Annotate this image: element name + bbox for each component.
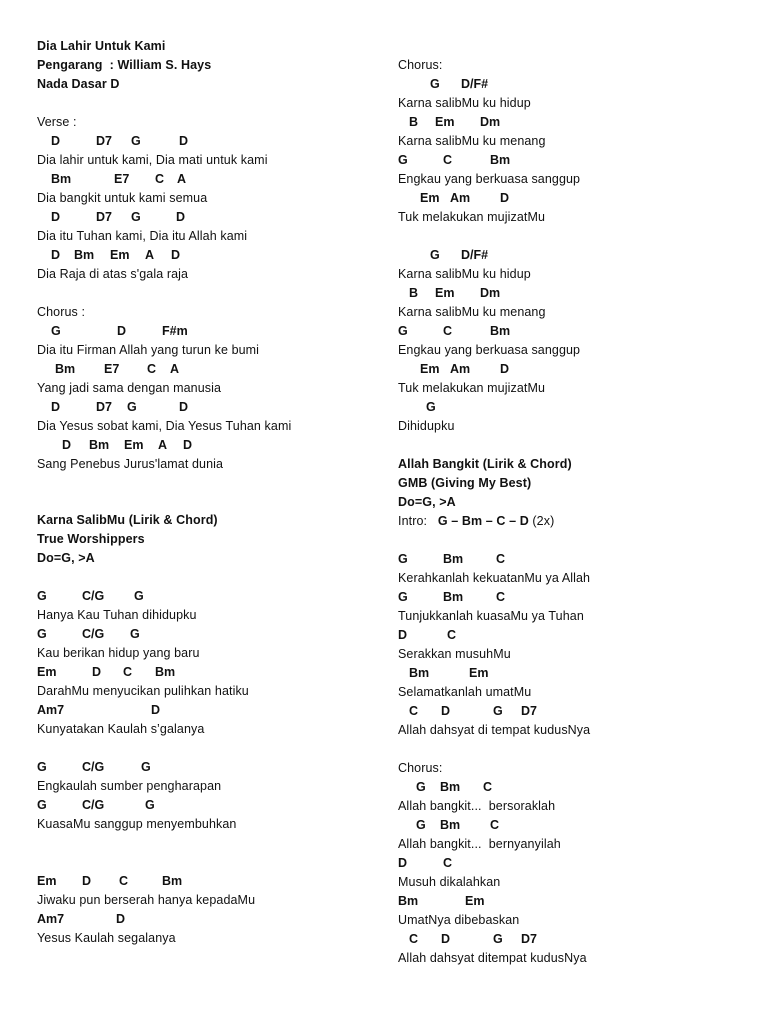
chord-left: E7: [104, 362, 120, 376]
chord-left: D: [62, 438, 72, 452]
chord-left: Bm: [89, 438, 110, 452]
lyric-line: Karna salibMu ku menang: [398, 134, 546, 148]
chord-right: D: [398, 628, 408, 642]
lyric-line: Musuh dikalahkan: [398, 875, 501, 889]
lyric-line: Tuk melakukan mujizatMu: [398, 210, 546, 224]
chord-right: C: [496, 552, 506, 566]
chord-left: G: [131, 210, 141, 224]
lyric-line: Chorus :: [37, 305, 86, 319]
chord-right: Bm: [409, 666, 430, 680]
lyric-line: Sang Penebus Jurus'lamat dunia: [37, 457, 224, 471]
lyric-line: Jiwaku pun berserah hanya kepadaMu: [37, 893, 256, 907]
chord-right: Em: [469, 666, 489, 680]
chord-right: C: [483, 780, 493, 794]
lyric-line: Kunyatakan Kaulah s’galanya: [37, 722, 205, 736]
chord-left: D: [51, 400, 61, 414]
chord-right: C: [409, 932, 419, 946]
song-heading: Dia Lahir Untuk Kami: [37, 39, 166, 53]
chord-right: G: [398, 552, 408, 566]
chord-left: F#m: [162, 324, 188, 338]
chord-left: D: [51, 248, 61, 262]
lyric-line: Tuk melakukan mujizatMu: [398, 381, 546, 395]
chord-right: C: [496, 590, 506, 604]
chord-left: Bm: [51, 172, 72, 186]
chord-right: D: [441, 704, 451, 718]
chord-left: Bm: [162, 874, 183, 888]
chord-right: D: [500, 191, 510, 205]
chord-left: Em: [37, 874, 57, 888]
chord-right: B: [409, 115, 419, 129]
chord-left: C: [155, 172, 165, 186]
song-heading: True Worshippers: [37, 532, 145, 546]
lyric-line: Hanya Kau Tuhan dihidupku: [37, 608, 197, 622]
chord-left: C/G: [82, 798, 105, 812]
chord-left: C: [119, 874, 129, 888]
chord-right: C: [443, 856, 453, 870]
lyric-line: Dia Yesus sobat kami, Dia Yesus Tuhan kami: [37, 419, 292, 433]
chord-right: G: [398, 590, 408, 604]
chord-left: E7: [114, 172, 130, 186]
lyric-line: Engkau yang berkuasa sanggup: [398, 172, 581, 186]
chord-left: D7: [96, 210, 112, 224]
chord-left: D: [51, 210, 61, 224]
lyric-line: Yesus Kaulah segalanya: [37, 931, 176, 945]
song-heading: Pengarang : William S. Hays: [37, 58, 212, 72]
chord-right: G: [430, 248, 440, 262]
lyric-line: Allah dahsyat di tempat kudusNya: [398, 723, 591, 737]
chord-left: D: [82, 874, 92, 888]
chord-right: Bm: [490, 153, 511, 167]
chord-right: Em: [420, 362, 440, 376]
chord-right: C: [490, 818, 500, 832]
chord-left: Bm: [74, 248, 95, 262]
chord-right: G: [416, 818, 426, 832]
chord-right: Dm: [480, 286, 501, 300]
chord-left: C: [123, 665, 133, 679]
lyric-line: DarahMu menyucikan pulihkan hatiku: [37, 684, 249, 698]
chord-left: D: [183, 438, 193, 452]
chord-left: D: [179, 400, 189, 414]
chord-left: G: [51, 324, 61, 338]
lyric-line: Engkaulah sumber pengharapan: [37, 779, 222, 793]
lyric-line: UmatNya dibebaskan: [398, 913, 520, 927]
chord-left: D: [92, 665, 102, 679]
lyric-line: Allah bangkit... bernyanyilah: [398, 837, 561, 851]
chord-left: C/G: [82, 589, 105, 603]
song-heading: GMB (Giving My Best): [398, 476, 532, 490]
chord-left: G: [141, 760, 151, 774]
lyric-line: Serakkan musuhMu: [398, 647, 511, 661]
lyric-line: Dia lahir untuk kami, Dia mati untuk kami: [37, 153, 268, 167]
chord-left: Am7: [37, 703, 65, 717]
song-heading: Allah Bangkit (Lirik & Chord): [398, 457, 572, 471]
chord-left: D: [151, 703, 161, 717]
chord-right: G: [430, 77, 440, 91]
chord-right: Em: [465, 894, 485, 908]
chord-left: A: [145, 248, 155, 262]
chord-left: A: [158, 438, 168, 452]
chord-left: D: [171, 248, 181, 262]
lyric-line: Kau berikan hidup yang baru: [37, 646, 200, 660]
chord-right: C: [443, 153, 453, 167]
chord-right: Em: [420, 191, 440, 205]
chord-right: Bm: [440, 818, 461, 832]
chord-left: G: [37, 589, 47, 603]
lyric-line: Kerahkanlah kekuatanMu ya Allah: [398, 571, 591, 585]
chord-right: D: [441, 932, 451, 946]
chord-right: Em: [435, 286, 455, 300]
chord-left: D: [179, 134, 189, 148]
song-heading: Nada Dasar D: [37, 77, 120, 91]
chord-left: G: [37, 627, 47, 641]
chord-right: Dm: [480, 115, 501, 129]
chord-right: G: [493, 704, 503, 718]
chord-right: G: [416, 780, 426, 794]
chord-right: Am: [450, 191, 471, 205]
chord-left: G: [130, 627, 140, 641]
lyric-line: Allah dahsyat ditempat kudusNya: [398, 951, 587, 965]
chord-left: Bm: [55, 362, 76, 376]
lyric-line: Dia bangkit untuk kami semua: [37, 191, 208, 205]
chord-left: A: [170, 362, 180, 376]
lyric-line: Dia Raja di atas s'gala raja: [37, 267, 189, 281]
chord-right: Bm: [398, 894, 419, 908]
lyric-line: Karna salibMu ku hidup: [398, 267, 531, 281]
lyric-line: Karna salibMu ku menang: [398, 305, 546, 319]
lyric-line: Allah bangkit... bersoraklah: [398, 799, 556, 813]
chord-right: C: [409, 704, 419, 718]
lyric-line: Tunjukkanlah kuasaMu ya Tuhan: [398, 609, 584, 623]
chord-right: D7: [521, 704, 537, 718]
chord-right: G: [398, 324, 408, 338]
chord-right: Bm: [490, 324, 511, 338]
song-heading: Karna SalibMu (Lirik & Chord): [37, 513, 218, 527]
chord-left: A: [177, 172, 187, 186]
chord-left: D: [117, 324, 127, 338]
chord-right: D: [398, 856, 408, 870]
lyric-line: Dia itu Tuhan kami, Dia itu Allah kami: [37, 229, 248, 243]
chord-left: G: [131, 134, 141, 148]
chord-left: G: [37, 798, 47, 812]
chord-left: Am7: [37, 912, 65, 926]
chord-right: Am: [450, 362, 471, 376]
chord-left: D: [51, 134, 61, 148]
chord-right: G: [398, 153, 408, 167]
chord-left: D7: [96, 400, 112, 414]
lyric-line: Selamatkanlah umatMu: [398, 685, 532, 699]
chord-right: G: [426, 400, 436, 414]
song-heading: Do=G, >A: [398, 495, 456, 509]
chord-left: G: [127, 400, 137, 414]
chord-right: C: [443, 324, 453, 338]
lyric-line: Intro: G – Bm – C – D (2x): [398, 514, 555, 528]
song-heading: Do=G, >A: [37, 551, 95, 565]
chord-left: D7: [96, 134, 112, 148]
chord-right: Bm: [443, 552, 464, 566]
chord-right: D7: [521, 932, 537, 946]
chord-left: C/G: [82, 760, 105, 774]
chord-right: B: [409, 286, 419, 300]
chord-right: D: [500, 362, 510, 376]
lyric-line: Engkau yang berkuasa sanggup: [398, 343, 581, 357]
chord-left: Em: [37, 665, 57, 679]
chord-left: C: [147, 362, 157, 376]
chord-left: Bm: [155, 665, 176, 679]
chord-right: Em: [435, 115, 455, 129]
chord-left: Em: [110, 248, 130, 262]
lyric-line: Chorus:: [398, 761, 443, 775]
lyric-line: Verse :: [37, 115, 77, 129]
chord-left: G: [145, 798, 155, 812]
lyric-line: KuasaMu sanggup menyembuhkan: [37, 817, 237, 831]
chord-right: C: [447, 628, 457, 642]
lyric-line: Karna salibMu ku hidup: [398, 96, 531, 110]
chord-left: Em: [124, 438, 144, 452]
chord-left: C/G: [82, 627, 105, 641]
chord-right: D/F#: [461, 77, 489, 91]
chord-left: D: [116, 912, 126, 926]
chord-right: G: [493, 932, 503, 946]
lyric-line: Chorus:: [398, 58, 443, 72]
chord-left: G: [37, 760, 47, 774]
chord-right: Bm: [440, 780, 461, 794]
chord-right: D/F#: [461, 248, 489, 262]
lyric-line: Yang jadi sama dengan manusia: [37, 381, 222, 395]
chord-left: D: [176, 210, 186, 224]
lyric-line: Dihidupku: [398, 419, 455, 433]
lyric-line: Dia itu Firman Allah yang turun ke bumi: [37, 343, 260, 357]
chord-left: G: [134, 589, 144, 603]
chord-right: Bm: [443, 590, 464, 604]
